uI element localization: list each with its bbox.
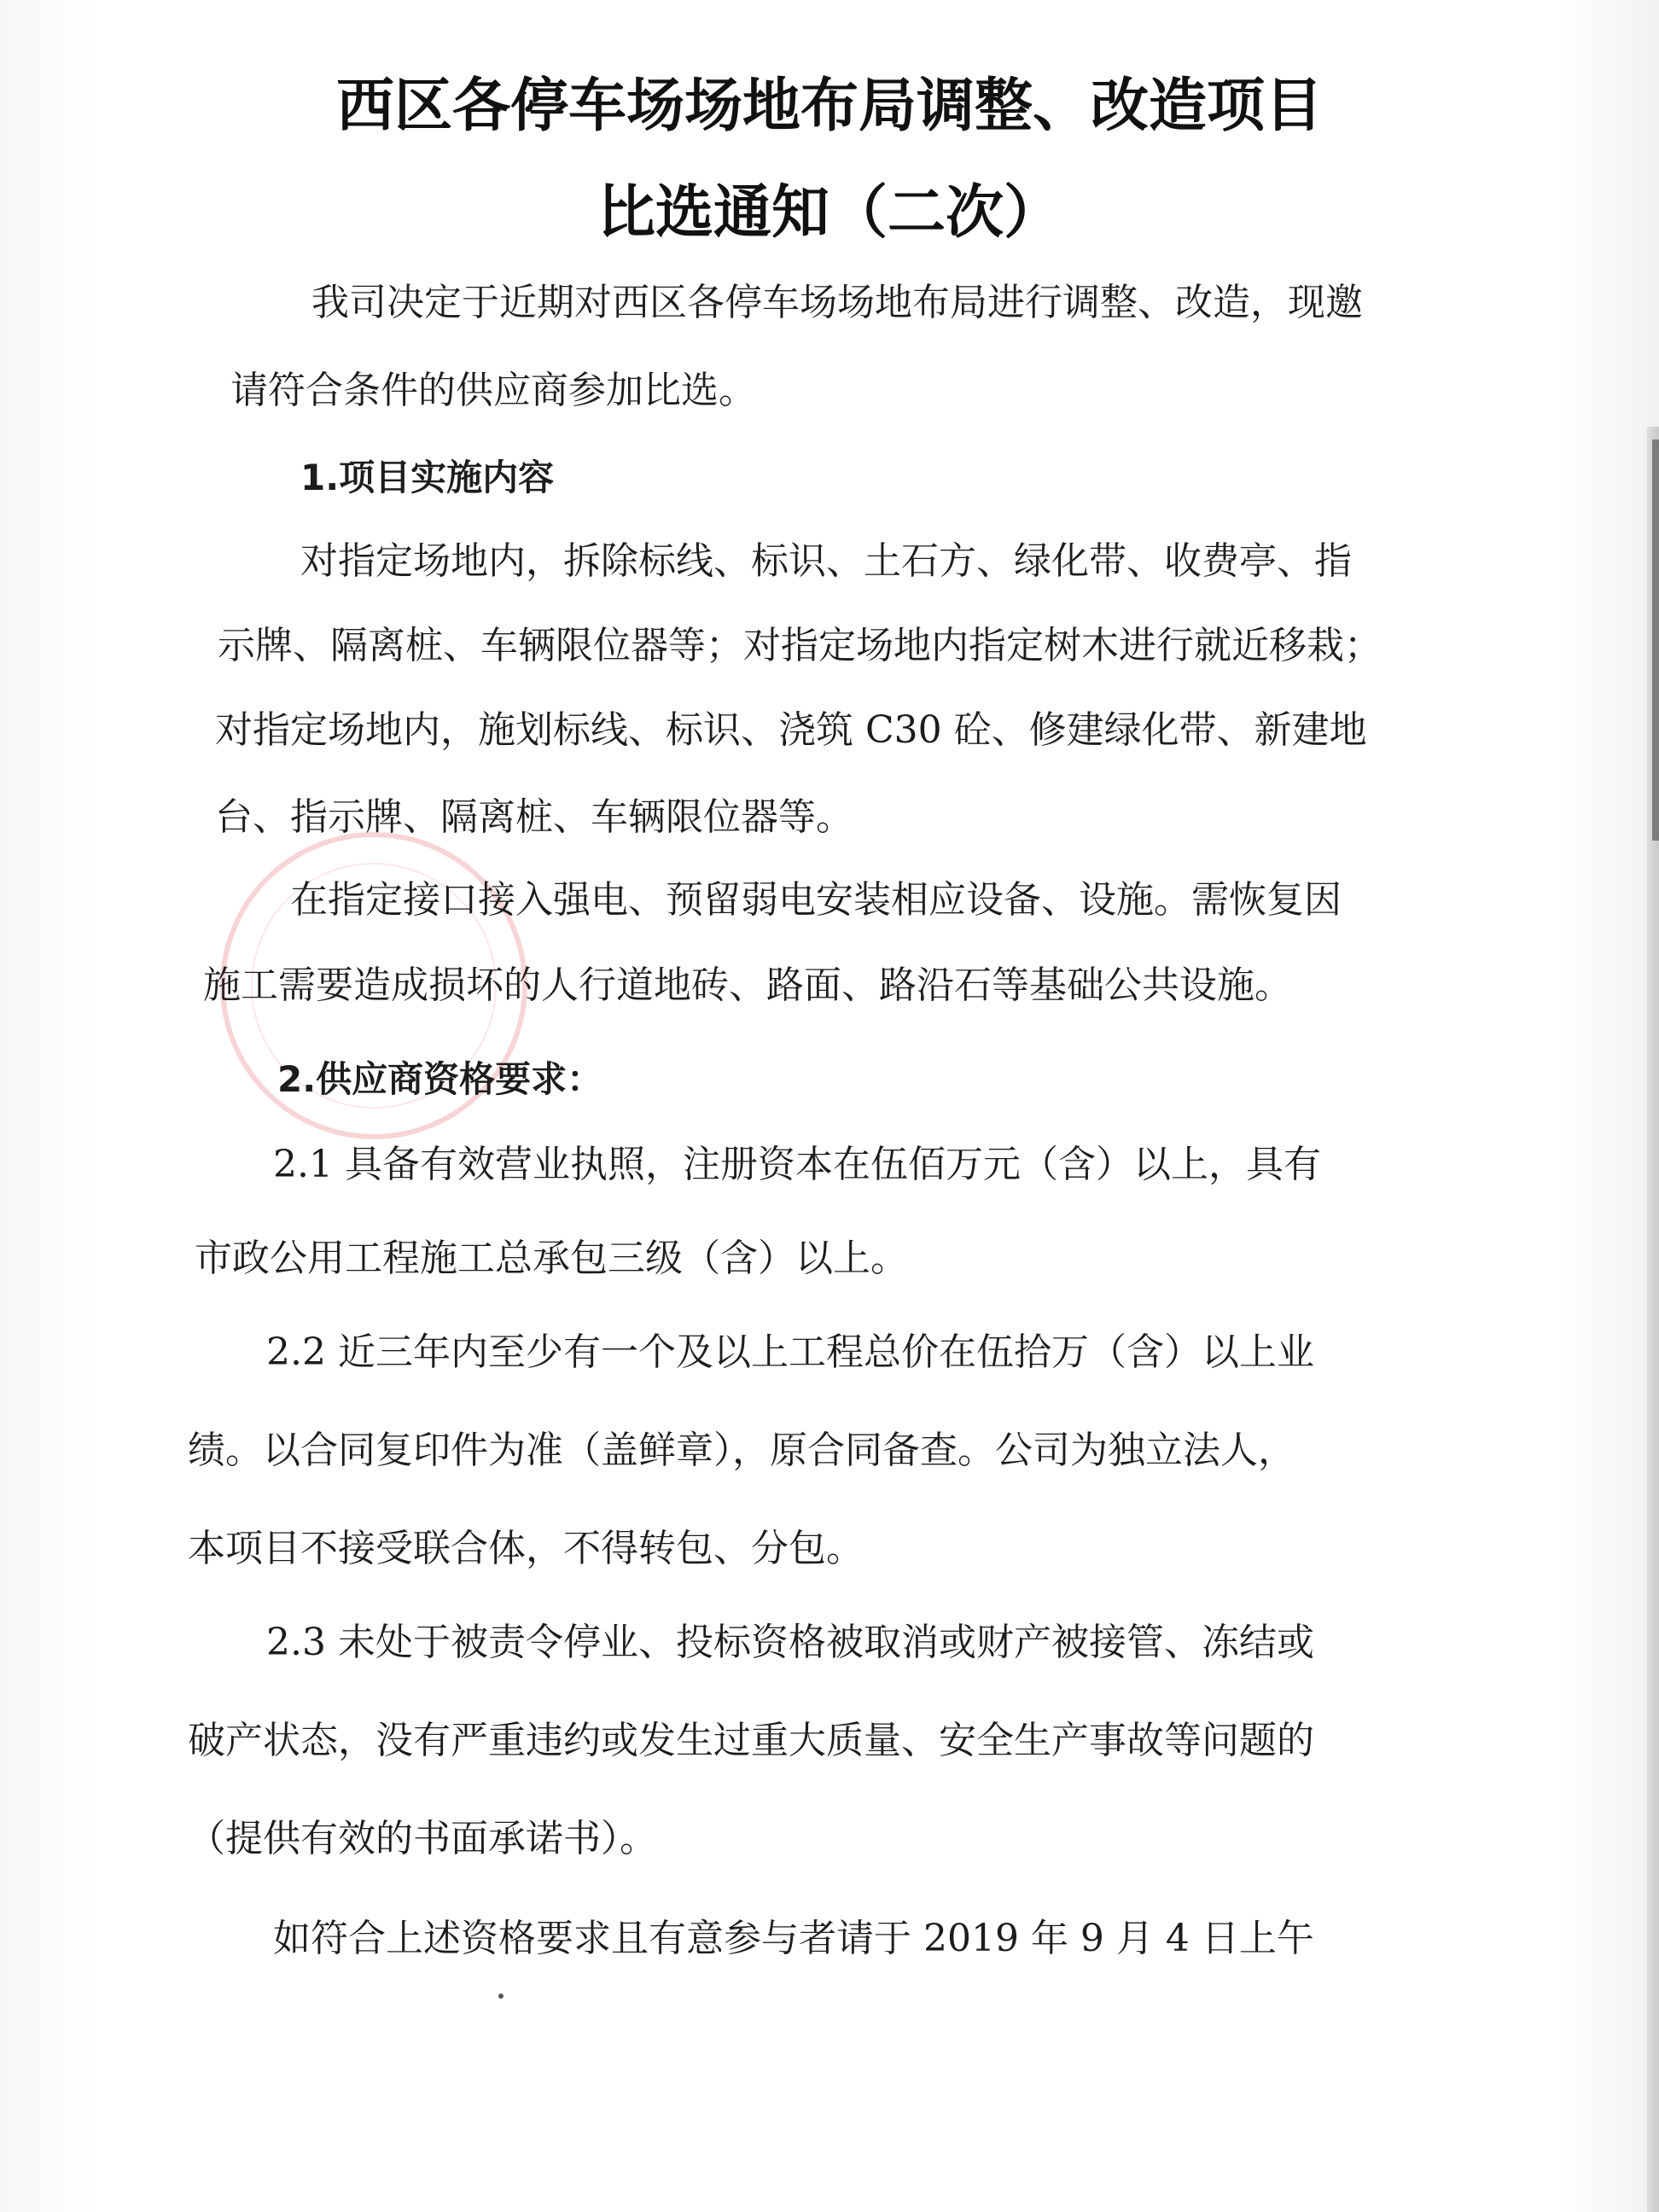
section-1-para-1-line-4: 台、指示牌、隔离桩、车辆限位器等。 (215, 795, 853, 839)
section-1-heading: 1.项目实施内容 (300, 457, 555, 498)
intro-line-2: 请符合条件的供应商参加比选。 (230, 369, 756, 412)
section-2-2-line-1: 2.2 近三年内至少有一个及以上工程总价在伍拾万（含）以上业 (266, 1330, 1314, 1374)
document-title-line-1: 西区各停车场场地布局调整、改造项目 (335, 73, 1323, 140)
section-2-3-line-1: 2.3 未处于被责令停业、投标资格被取消或财产被接管、冻结或 (266, 1621, 1314, 1664)
scan-edge-dark-strip (1652, 439, 1659, 841)
section-1-para-1-line-1: 对指定场地内，拆除标线、标识、土石方、绿化带、收费亭、指 (300, 539, 1352, 583)
section-2-heading: 2.供应商资格要求： (277, 1058, 603, 1100)
section-1-para-2-line-1: 在指定接口接入强电、预留弱电安装相应设备、设施。需恢复因 (290, 878, 1342, 922)
section-1-para-1-line-2: 示牌、隔离桩、车辆限位器等；对指定场地内指定树木进行就近移栽； (218, 624, 1382, 667)
section-2-2-line-3: 本项目不接受联合体，不得转包、分包。 (188, 1527, 864, 1570)
section-2-1-line-2: 市政公用工程施工总承包三级（含）以上。 (195, 1237, 908, 1280)
section-2-2-line-2: 绩。以合同复印件为准（盖鲜章），原合同备查。公司为独立法人， (188, 1429, 1295, 1472)
intro-line-1: 我司决定于近期对西区各停车场场地布局进行调整、改造，现邀 (311, 281, 1363, 324)
scan-speck (498, 1994, 504, 1999)
section-2-3-line-3: （提供有效的书面承诺书）。 (188, 1817, 657, 1860)
section-2-1-line-1: 2.1 具备有效营业执照，注册资本在伍佰万元（含）以上，具有 (273, 1143, 1321, 1186)
section-1-para-1-line-3: 对指定场地内，施划标线、标识、浇筑 C30 砼、修建绿化带、新建地 (215, 708, 1367, 752)
document-title-line-2: 比选通知（二次） (597, 179, 1062, 247)
section-1-para-2-line-2: 施工需要造成损坏的人行道地砖、路面、路沿石等基础公共设施。 (203, 963, 1292, 1007)
closing-line-1: 如符合上述资格要求且有意参与者请于 2019 年 9 月 4 日上午 (273, 1917, 1314, 1960)
section-2-3-line-2: 破产状态，没有严重违约或发生过重大质量、安全生产事故等问题的 (188, 1719, 1314, 1762)
